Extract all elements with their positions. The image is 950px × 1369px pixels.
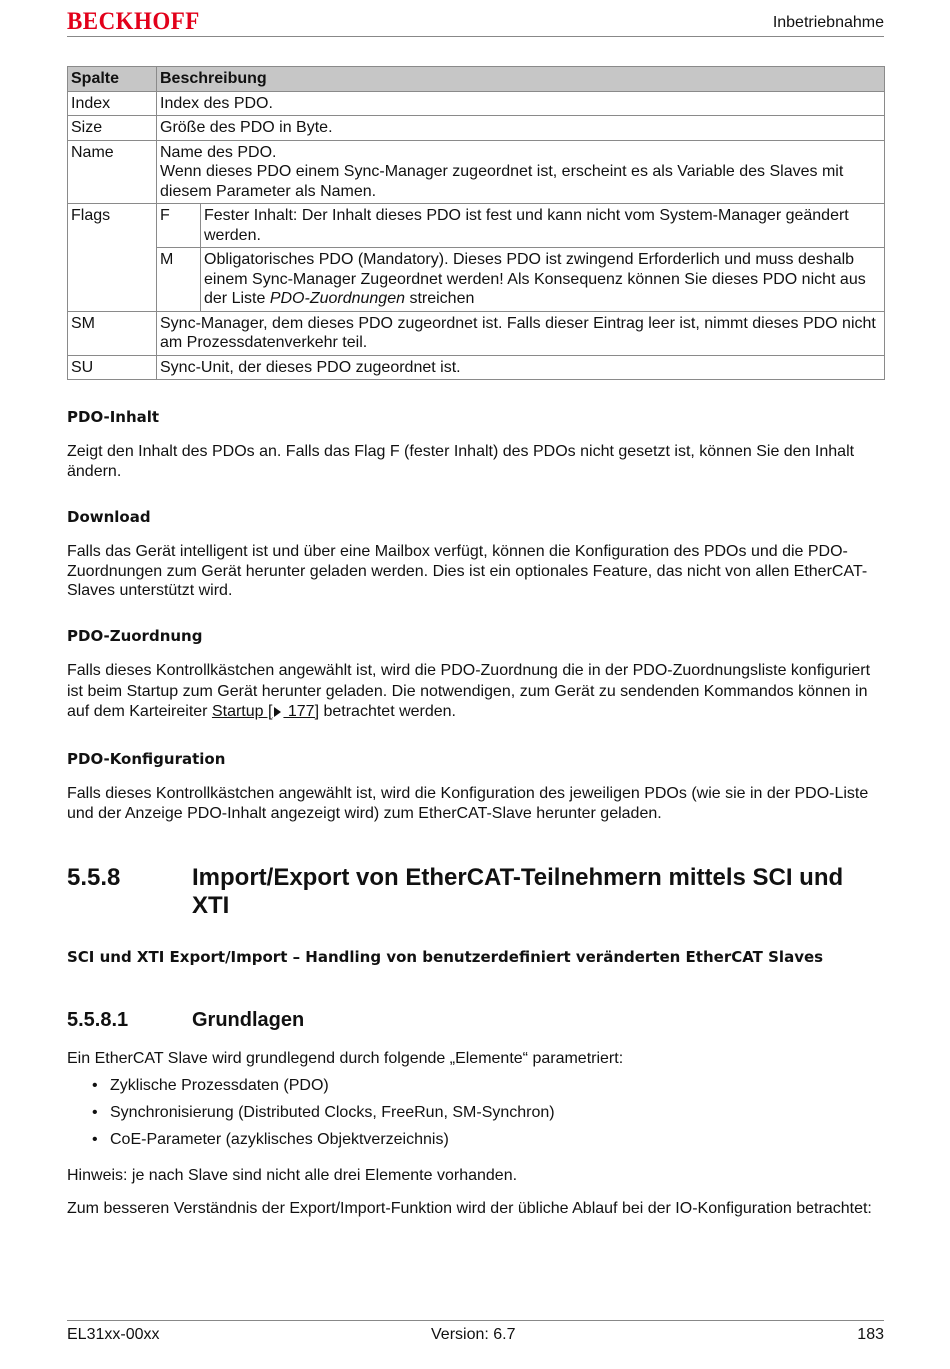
footer-page-number: 183 (857, 1326, 884, 1343)
link-text[interactable]: Startup [ (211, 703, 273, 720)
table-header-row (68, 67, 885, 92)
table-row (68, 311, 885, 355)
pdo-columns-table (67, 66, 885, 380)
flag-key-m: M (157, 248, 201, 312)
flag-desc-m-text: Obligatorisches PDO (Mandatory). Dieses PDO ist zwingend Erforderlich und muss deshalb einem Sync-Manager Zugeordnet werden! Als Konsequenz können Sie dieses PDO nicht aus der Liste (204, 251, 866, 307)
table-cell-label: Index (68, 91, 157, 116)
list-item (67, 1103, 555, 1130)
table-cell-desc: Index des PDO. (157, 91, 885, 116)
heading-download: Download (67, 508, 151, 526)
list-item (67, 1130, 555, 1157)
header-divider (67, 36, 884, 37)
page-arrow-icon (274, 707, 281, 717)
footer-product: EL31xx-00xx (67, 1326, 160, 1343)
chapter-title: Import/Export von EtherCAT-Teilnehmern mittels SCI und XTI (192, 864, 844, 919)
flag-desc-m-tail: streichen (405, 290, 475, 307)
list-item (67, 1076, 555, 1103)
flag-key-f: F (157, 204, 201, 248)
table-cell-label: SM (68, 311, 157, 355)
subchapter-heading (67, 1009, 667, 1035)
paragraph-text: Falls dieses Kontrollkästchen angewählt ist, wird die PDO-Zuordnung die in der PDO-Zuordnungsliste konfiguriert ist beim Startup zum Gerät herunter geladen. Die notwendigen, zum Gerät zu sendenden Kommandos können in auf dem Karteireiter (67, 662, 871, 720)
footer-version: Version: 6.7 (431, 1326, 516, 1343)
heading-pdo-inhalt: PDO-Inhalt (67, 408, 160, 426)
subchapter-number: 5.5.8.1 (67, 1009, 129, 1031)
chapter-number: 5.5.8 (67, 864, 121, 891)
bullet-icon: • (92, 1104, 98, 1121)
startup-page-link[interactable] (212, 703, 319, 720)
list-item-text: Synchronisierung (Distributed Clocks, FreeRun, SM-Synchron) (110, 1104, 555, 1121)
bullet-icon: • (92, 1077, 98, 1094)
sci-xti-subheading: SCI und XTI Export/Import – Handling von benutzerdefiniert veränderten EtherCAT Slaves (67, 948, 824, 966)
table-row (68, 204, 885, 248)
table-header-spalte: Spalte (68, 67, 157, 92)
table-cell-label: Size (68, 116, 157, 141)
table-header-beschreibung: Beschreibung (157, 67, 885, 92)
link-page-number[interactable]: 177] (283, 703, 320, 720)
table-row (68, 248, 885, 312)
grundlagen-intro: Ein EtherCAT Slave wird grundlegend durch folgende „Elemente“ parametriert: (67, 1050, 624, 1067)
table-cell-label: Name (68, 140, 157, 204)
flag-desc-f: Fester Inhalt: Der Inhalt dieses PDO ist fest und kann nicht vom System-Manager geändert werden. (201, 204, 885, 248)
paragraph-tail: betrachtet werden. (319, 703, 456, 720)
table-cell-desc: Größe des PDO in Byte. (157, 116, 885, 141)
paragraph-download: Falls das Gerät intelligent ist und über eine Mailbox verfügt, können die Konfiguration des PDOs und die PDO-Zuordnungen zum Gerät herunter geladen werden. Dies ist ein optionales Feature, das nicht von allen EtherCAT-Slaves unterstützt wird. (67, 543, 868, 599)
table-cell-desc: Sync-Unit, der dieses PDO zugeordnet ist. (157, 355, 885, 380)
header-section-title: Inbetriebnahme (772, 14, 884, 31)
table-cell-label: Flags (68, 204, 157, 312)
table-cell-desc: Sync-Manager, dem dieses PDO zugeordnet ist. Falls dieser Eintrag leer ist, nimmt dieses PDO nicht am Prozessdatenverkehr teil. (157, 311, 885, 355)
bullet-icon: • (92, 1131, 98, 1148)
list-item-text: CoE-Parameter (azyklisches Objektverzeichnis) (110, 1131, 449, 1148)
paragraph-pdo-konfiguration: Falls dieses Kontrollkästchen angewählt ist, wird die Konfiguration des jeweiligen PDOs (wie sie in der PDO-Liste und der Anzeige PDO-Inhalt angezeigt wird) zum EtherCAT-Slave herunter geladen. (67, 785, 869, 822)
heading-pdo-zuordnung: PDO-Zuordnung (67, 627, 203, 645)
paragraph-pdo-inhalt: Zeigt den Inhalt des PDOs an. Falls das Flag F (fester Inhalt) des PDOs nicht gesetzt ist, können Sie den Inhalt ändern. (67, 443, 855, 480)
paragraph-pdo-zuordnung (67, 661, 887, 723)
table-cell-label: SU (68, 355, 157, 380)
table-row (68, 91, 885, 116)
hinweis-text: Hinweis: je nach Slave sind nicht alle drei Elemente vorhanden. (67, 1167, 518, 1184)
closing-paragraph: Zum besseren Verständnis der Export/Import-Funktion wird der übliche Ablauf bei der IO-Konfiguration betrachtet: (67, 1200, 872, 1217)
element-list (67, 1076, 555, 1157)
list-item-text: Zyklische Prozessdaten (PDO) (110, 1077, 329, 1094)
table-row (68, 355, 885, 380)
beckhoff-logo: BECKHOFF (67, 8, 200, 35)
subchapter-title: Grundlagen (192, 1009, 305, 1031)
footer-divider (67, 1320, 884, 1321)
heading-pdo-konfiguration: PDO-Konfiguration (67, 750, 226, 768)
table-row (68, 140, 885, 204)
table-row (68, 116, 885, 141)
chapter-heading (67, 864, 887, 924)
table-cell-desc: Name des PDO. Wenn dieses PDO einem Sync-Manager zugeordnet ist, erscheint es als Variable des Slaves mit diesem Parameter als Namen. (157, 140, 885, 204)
flag-desc-m-emphasis: PDO-Zuordnungen (269, 290, 405, 307)
flag-desc-m (201, 248, 885, 312)
